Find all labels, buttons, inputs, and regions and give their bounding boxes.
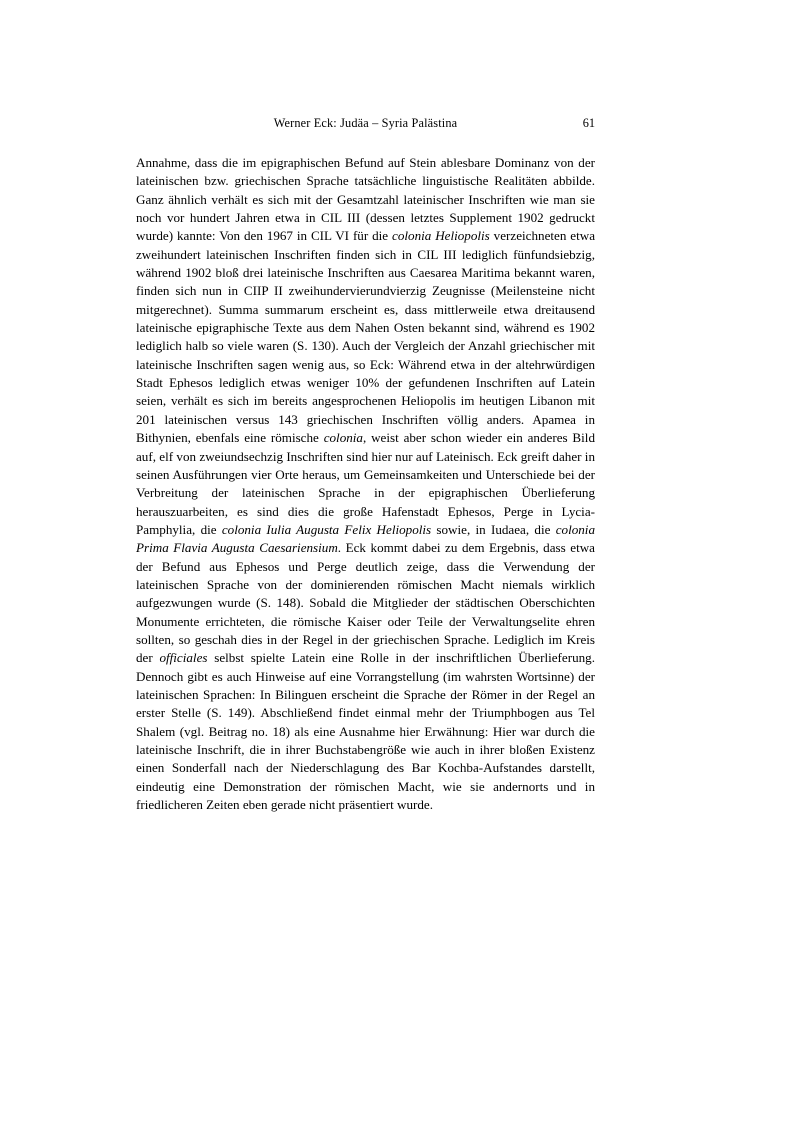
running-head-title: Werner Eck: Judäa – Syria Palästina: [273, 116, 458, 130]
body-text-block: [136, 154, 595, 814]
page-number: 61: [582, 116, 595, 130]
body-paragraph: Annahme, dass die im epigraphischen Befund auf Stein ablesbare Dominanz von der lateinischen bzw. griechischen Sprache tatsächliche linguistische Realitäten abbilde. Ganz ähnlich verhält es sich mit der Gesamtzahl lateinischer Inschriften wie man sie noch vor hundert Jahren etwa in CIL III (dessen letztes Supplement 1902 gedruckt wurde) kannte: Von den 1967 in CIL VI für die colonia Heliopolis verzeichneten etwa zweihundert lateinischen Inschriften finden sich in CIL III lediglich fünfundsiebzig, während 1902 bloß drei lateinische Inschriften aus Caesarea Maritima bekannt waren, finden sich nun in CIIP II zweihundervierundvierzig Zeugnisse (Meilensteine nicht mitgerechnet). Summa summarum erscheint es, dass mittlerweile etwa dreitausend lateinische epigraphische Texte aus dem Nahen Osten bekannt sind, während es 1902 lediglich halb so viele waren (S. 130). Auch der Vergleich der Anzahl griechischer mit lateinische Inschriften sagen wenig aus, so Eck: Während etwa in der altehrwürdigen Stadt Ephesos lediglich etwas weniger 10% der gefundenen Inschriften auf Latein seien, verhält es sich im bereits angesprochenen Heliopolis im heutigen Libanon mit 201 lateinischen versus 143 griechischen Inschriften völlig anders. Apamea in Bithynien, ebenfals eine römische colonia, weist aber schon wieder ein anderes Bild auf, elf von zweiundsechzig Inschriften sind hier nur auf Lateinisch. Eck greift daher in seinen Ausführungen vier Orte heraus, um Gemeinsamkeiten und Unterschiede bei der Verbreitung der lateinischen Sprache in der epigraphischen Überlieferung herauszuarbeiten, es sind dies die große Hafenstadt Ephesos, Perge in Lycia-Pamphylia, die colonia Iulia Augusta Felix Heliopolis sowie, in Iudaea, die colonia Prima Flavia Augusta Caesariensium. Eck kommt dabei zu dem Ergebnis, dass etwa der Befund aus Ephesos und Perge deutlich zeige, dass die Verwendung der lateinischen Sprache von der dominierenden römischen Macht niemals wirklich aufgezwungen wurde (S. 148). Sobald die Mitglieder der städtischen Oberschichten Monumente errichteten, die römische Kaiser oder Teile der Verwaltungselite ehren sollten, so geschah dies in der Regel in der griechischen Sprache. Lediglich im Kreis der officiales selbst spielte Latein eine Rolle in der inschriftlichen Überlieferung. Dennoch gibt es auch Hinweise auf eine Vorrangstellung (im wahrsten Wortsinne) der lateinischen Sprachen: In Bilinguen erscheint die Sprache der Römer in der Regel an erster Stelle (S. 149). Abschließend findet einmal mehr der Triumphbogen aus Tel Shalem (vgl. Beitrag no. 18) als eine Ausnahme hier Erwähnung: Hier war durch die lateinische Inschrift, die in ihrer Buchstabengröße wie auch in ihrer bloßen Existenz einen Sonderfall nach der Niederschlagung des Bar Kochba-Aufstandes darstellt, eindeutig eine Demonstration der römischen Macht, wie sie andernorts und in friedlicheren Zeiten eben gerade nicht präsentiert wurde.: [136, 155, 596, 813]
